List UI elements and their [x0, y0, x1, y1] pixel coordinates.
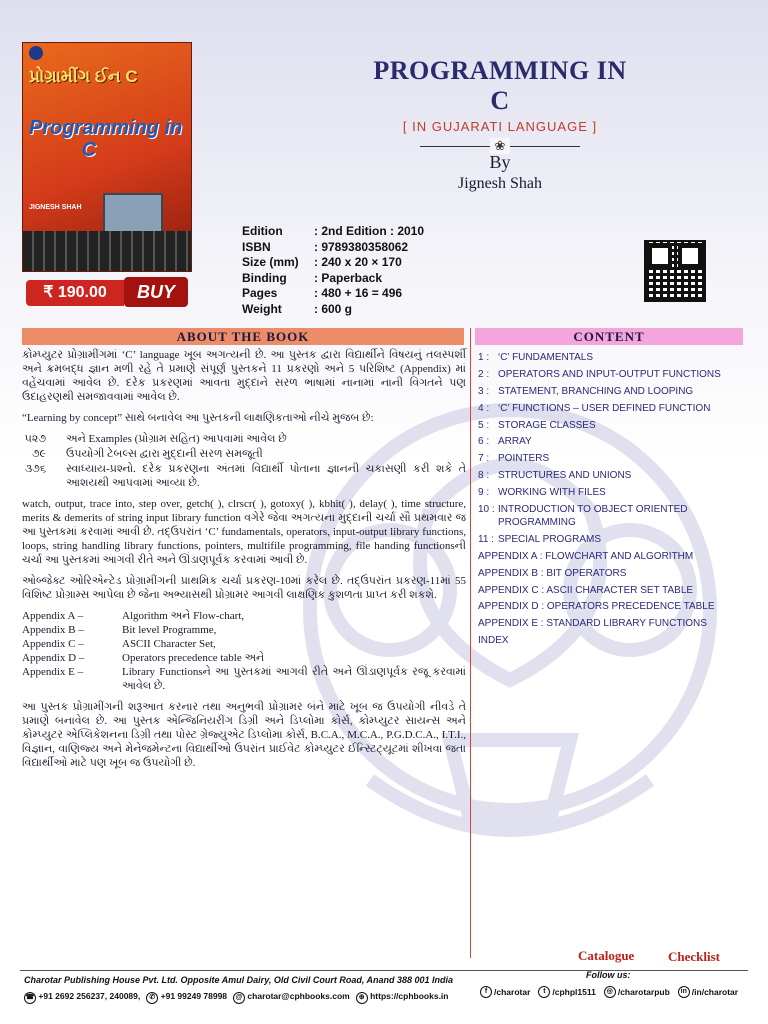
appendix-item: [22, 609, 466, 623]
book-subtitle: [ IN GUJARATI LANGUAGE ]: [402, 119, 598, 134]
toc-number: 11 :: [478, 533, 494, 545]
toc-item: [478, 452, 748, 465]
about-section: [22, 348, 466, 777]
by-label: By: [489, 152, 511, 172]
appendix-item: [22, 623, 466, 637]
toc-label: OPERATORS AND INPUT-OUTPUT FUNCTIONS: [498, 368, 721, 380]
book-cover-image[interactable]: [22, 42, 192, 272]
toc-number: 3 :: [478, 385, 490, 397]
appendix-item: [22, 637, 466, 651]
toc-item: [478, 351, 748, 364]
appendix-text: ASCII Character Set,: [122, 638, 216, 650]
twitter-link[interactable]: [538, 986, 595, 998]
toc-item: [478, 550, 748, 563]
email-icon: @: [233, 992, 245, 1004]
column-divider: [470, 328, 471, 958]
cover-title-english: [29, 117, 182, 161]
instagram-link[interactable]: [604, 986, 670, 998]
toc-item: [478, 567, 748, 580]
spec-value: : 480 + 16 = 496: [314, 286, 403, 300]
toc-item: [478, 402, 748, 415]
content-heading: CONTENT: [475, 328, 743, 345]
toc-label: STORAGE CLASSES: [498, 419, 596, 431]
feature-count: ૫૨૭: [24, 433, 46, 445]
email-address: charotar@cphbooks.com: [247, 991, 350, 1001]
toc-number: 7 :: [478, 453, 490, 465]
appendix-key: Appendix B –: [22, 624, 84, 636]
book-title: [300, 56, 700, 116]
feature-list: [22, 432, 466, 490]
linkedin-icon: in: [678, 986, 690, 998]
spec-value: : 600 g: [314, 301, 353, 316]
keyboard-illustration: [23, 231, 192, 271]
about-paragraph: ઓબ્જેક્ટ ઓરિએન્ટેડ પ્રોગ્રામીંગની પ્રાથમિક ચર્ચા પ્રકરણ-10માં કરેલ છે. તદ્ઉપરાંત પ્રકરણ-11માં 55 વિશિષ્ટ પ્રોગ્રામ્સ આપેલા છે જેના અભ્યાસથી પ્રોગ્રામર આગવી લાક્ષણિક કુશળતા પ્રાપ્ત કરી શકશે.: [22, 575, 466, 601]
qr-code-icon[interactable]: [644, 240, 706, 302]
book-title-line2: C: [490, 86, 510, 115]
divider-ornament-icon: ❀: [490, 138, 510, 154]
spec-label: Edition: [242, 224, 283, 238]
email-contact[interactable]: [233, 991, 350, 1004]
feature-count: ૩૭૬: [24, 463, 46, 475]
toc-label: APPENDIX E : STANDARD LIBRARY FUNCTIONS: [478, 618, 707, 630]
toc-item: [478, 486, 748, 499]
feature-text: સ્વાધ્યાય-પ્રશ્નો. દરેક પ્રકરણના અંતમાં વિદ્યાર્થી પોતાના જ્ઞાનની ચકાસણી કરી શકે તે આશયથી આપવામાં આવ્યા છે.: [66, 463, 466, 489]
toc-label: APPENDIX A : FLOWCHART AND ALGORITHM: [478, 550, 694, 562]
linkedin-link[interactable]: [678, 986, 738, 998]
toc-item: [478, 368, 748, 381]
toc-label: APPENDIX C : ASCII CHARACTER SET TABLE: [478, 584, 694, 596]
toc-label: INTRODUCTION TO OBJECT ORIENTED PROGRAMMING: [498, 504, 688, 529]
whatsapp-icon: ✆: [146, 992, 158, 1004]
cover-title-line2: C: [81, 139, 97, 161]
facebook-icon: f: [480, 986, 492, 998]
appendix-item: [22, 651, 466, 665]
catalogue-link[interactable]: Catalogue: [578, 948, 635, 963]
appendix-key: Appendix A –: [22, 610, 84, 622]
toc-item: [478, 584, 748, 597]
feature-item: [22, 462, 466, 490]
spec-row-isbn: [242, 240, 424, 256]
follow-us-label: Follow us:: [586, 970, 631, 980]
spec-label: ISBN: [242, 239, 271, 254]
toc-label: POINTERS: [498, 453, 550, 465]
spec-label: Size (mm): [242, 255, 299, 269]
twitter-handle: /cphpl1511: [552, 987, 596, 997]
instagram-icon: ◎: [604, 986, 616, 998]
publisher-logo-icon: [29, 46, 43, 60]
toc-number: 2 :: [478, 368, 490, 380]
spec-row-size: [242, 255, 424, 271]
appendix-key: Appendix C –: [22, 638, 84, 650]
checklist-link[interactable]: Checklist: [668, 949, 720, 964]
social-links: [480, 986, 738, 998]
toc-number: 9 :: [478, 487, 490, 499]
spec-row-pages: [242, 286, 424, 302]
cover-author: JIGNESH SHAH: [29, 204, 82, 211]
toc-label: WORKING WITH FILES: [498, 487, 606, 499]
appendix-text: Algorithm અને Flow-chart,: [122, 610, 245, 622]
about-paragraph: watch, output, trace into, step over, getch( ), clrscr( ), gotoxy( ), kbhit( ), delay( ), time structure, merits & demerits of string input library function વગેરે જેવા અગત્યના મુદ્દાની ચર્ચા સૌ પ્રથમવાર જ આ પુસ્તકમાં કરવામાં આવી છે. તદ્ઉપરાંત ‘C’ fundamentals, operators, input-output library functions, loops, string handling library functions, pointers, multifile programming, file handing functionsની ચર્ચા આ પુસ્તકમાં આગવી રીતે અને ઊંડાણપૂર્વક કરવામાં આવી છે.: [22, 498, 466, 566]
whatsapp-number: +91 99249 78998: [160, 991, 228, 1001]
toc-item: [478, 533, 748, 546]
appendix-list: [22, 609, 466, 693]
website-contact[interactable]: [356, 991, 449, 1004]
feature-count: ૭૯: [31, 448, 46, 460]
buy-button[interactable]: BUY: [124, 277, 188, 307]
spec-row-weight: [242, 302, 424, 318]
feature-text: ઉપયોગી ટેબલ્સ દ્વારા મુદ્દાની સરળ સમજૂતી: [66, 448, 263, 460]
spec-value: : Paperback: [314, 270, 383, 285]
toc-label: INDEX: [478, 635, 509, 647]
toc-item: [478, 634, 748, 647]
appendix-key: Appendix D –: [22, 652, 85, 664]
spec-value: : 2nd Edition : 2010: [314, 224, 425, 238]
toc-label: SPECIAL PROGRAMS: [498, 533, 601, 545]
toc-number: 10 :: [478, 504, 495, 516]
toc-item: [478, 419, 748, 432]
phone-contact[interactable]: [24, 991, 140, 1004]
phone-icon: ☎: [24, 992, 36, 1004]
toc-label: ARRAY: [498, 436, 532, 448]
spec-value: : 240 x 20 × 170: [314, 255, 402, 269]
phone-number: +91 2692 256237, 240089,: [38, 991, 141, 1001]
cover-title-gujarati: પ્રોગ્રામીંગ ઈન C: [29, 67, 138, 86]
feature-text: અને Examples (પ્રોગ્રામ સહિત) આપવામાં આવેલ છે: [66, 433, 287, 445]
toc-item: [478, 435, 748, 448]
appendix-item: [22, 665, 466, 693]
price-label: ₹ 190.00: [26, 280, 124, 306]
toc-label: APPENDIX B : BIT OPERATORS: [478, 567, 627, 579]
toc-number: 5 :: [478, 419, 490, 431]
content-list: [478, 351, 748, 651]
twitter-icon: t: [538, 986, 550, 998]
whatsapp-contact[interactable]: [146, 991, 227, 1004]
toc-item: [478, 385, 748, 398]
appendix-text: Bit level Programme,: [122, 624, 217, 636]
spec-row-binding: [242, 271, 424, 287]
spec-label: Pages: [242, 286, 278, 300]
author-name: Jignesh Shah: [458, 175, 542, 192]
toc-number: 6 :: [478, 436, 490, 448]
toc-label: STRUCTURES AND UNIONS: [498, 470, 632, 482]
toc-label: APPENDIX D : OPERATORS PRECEDENCE TABLE: [478, 601, 715, 613]
spec-row-edition: [242, 224, 424, 240]
toc-item: [478, 469, 748, 482]
appendix-text: Operators precedence table અને: [122, 652, 265, 664]
linkedin-handle: /in/charotar: [691, 987, 739, 997]
facebook-link[interactable]: [480, 986, 530, 998]
toc-label: STATEMENT, BRANCHING AND LOOPING: [498, 385, 694, 397]
about-heading: ABOUT THE BOOK: [22, 328, 464, 345]
book-title-line1: PROGRAMMING IN: [373, 56, 627, 85]
about-paragraph: આ પુસ્તક પ્રોગ્રામીંગની શરૂઆત કરનાર તથા અનુભવી પ્રોગ્રામર બંને માટે ખૂબ જ ઉપયોગી નીવડે તે પ્રમાણે બનાવેલ છે. આ પુસ્તક એન્જિનિયરીંગ ડિગ્રી અને ડિપ્લોમા કોર્સ, કોમ્પ્યુટર સાયન્સ અને કોમ્પ્યુટર એપ્લિકેશનના ડિગ્રી તથા પોસ્ટ ગ્રેજ્યુએટ ડિપ્લોમા કોર્સ, B.C.A., M.C.A., P.G.D.C.A., I.T.I., વિજ્ઞાન, વાણિજ્ય અને મેનેજમેન્ટના વિદ્યાર્થીઓ ઉપરાંત પ્રાઈવેટ કોમ્પ્યુટર ઈન્સ્ટિટ્યૂટમાં શીખવા જતા વિદ્યાર્થીઓ માટે પણ ખૂબ જ ઉપયોગી છે.: [22, 701, 466, 769]
feature-item: [22, 432, 466, 446]
toc-number: 4 :: [478, 402, 490, 414]
contact-info: [24, 991, 448, 1004]
book-specs: [242, 224, 424, 317]
toc-item: [478, 503, 748, 529]
feature-item: [22, 447, 466, 461]
website-url: https://cphbooks.in: [370, 991, 449, 1001]
globe-icon: ⊕: [356, 992, 368, 1004]
spec-label: Binding: [242, 270, 287, 285]
spec-label: Weight: [242, 301, 282, 316]
toc-label: ‘C’ FUNCTIONS – USER DEFINED FUNCTION: [498, 402, 711, 414]
toc-item: [478, 600, 748, 613]
about-paragraph: કોમ્પ્યુટર પ્રોગ્રામીંગમાં ‘C’ language ખૂબ અગત્યની છે. આ પુસ્તક દ્વારા વિદ્યાર્થીને વિષયનું તલસ્પર્શી અને ક્રમબદ્ધ જ્ઞાન મળી રહે તે પ્રમાણે સંપૂર્ણ પુસ્તકને 11 પ્રકરણો અને 5 પરિશિષ્ટ (Appendix) માં વહેંચવામાં આવેલ છે. દરેક પ્રકરણમાં આવતા મુદ્દાને સરળ ભાષામાં નાનામાં નાની વિગતને પણ ઉદાહરણથી સમજાવવામાં આવેલ છે.: [22, 349, 466, 403]
footer-divider: [20, 970, 748, 971]
toc-number: 1 :: [478, 352, 490, 363]
cover-title-line1: Programming in: [29, 117, 183, 139]
appendix-text: Library Functionsને આ પુસ્તકમાં આગવી રીતે અને ઊંડાણપૂર્વક રજૂ કરવામાં આવેલ છે.: [122, 666, 466, 692]
publisher-address: Charotar Publishing House Pvt. Ltd. Opposite Amul Dairy, Old Civil Court Road, Anand 388 001 India: [24, 975, 454, 985]
about-paragraph: “Learning by concept” સાથે બનાવેલ આ પુસ્તકની લાક્ષણિકતાઓ નીચે મુજબ છે:: [22, 412, 374, 424]
toc-number: 8 :: [478, 470, 490, 482]
toc-label: ‘C’ FUNDAMENTALS: [498, 352, 594, 363]
toc-item: [478, 617, 748, 630]
appendix-key: Appendix E –: [22, 666, 84, 678]
instagram-handle: /charotarpub: [617, 987, 670, 997]
facebook-handle: /charotar: [494, 987, 531, 997]
spec-value: : 9789380358062: [314, 239, 409, 254]
